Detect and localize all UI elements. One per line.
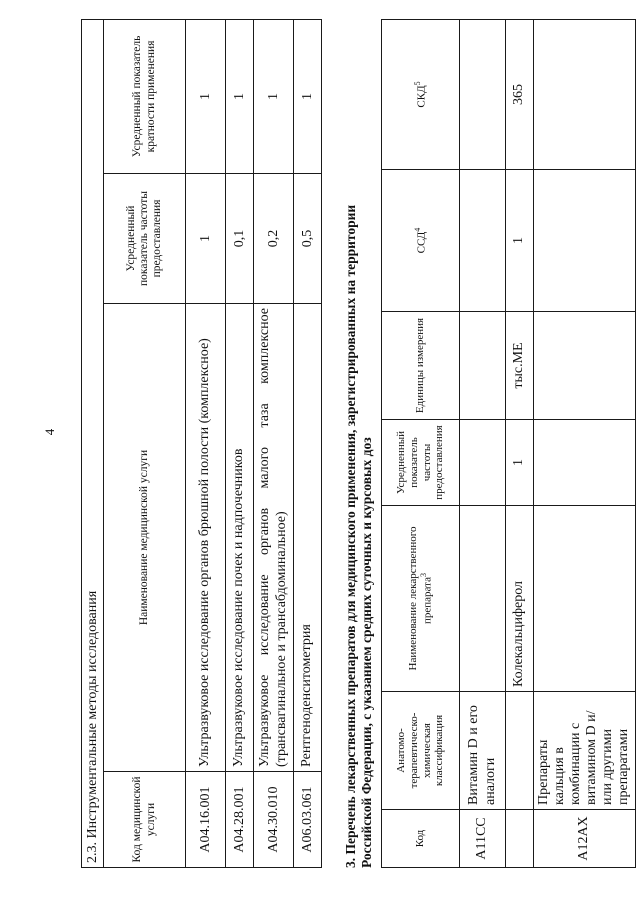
section-3-title-line1: 3. Перечень лекарственных препаратов для медицинского применения, зарегистрированных на территории <box>343 204 358 868</box>
service-name: Ультразвуковое исследование органов малого таза комплексное (трансвагинальное и трансабдоминальное) <box>254 304 294 772</box>
table-row <box>254 19 294 867</box>
service-code: A04.30.010 <box>254 772 294 868</box>
header-ssd: ССД$^4$ <box>382 170 460 312</box>
drug-code: A12AX <box>534 810 636 868</box>
drug-name: Колекальциферол <box>506 506 534 692</box>
drug-ssd <box>534 170 636 312</box>
drug-frequency <box>534 420 636 506</box>
table-row <box>534 20 636 868</box>
table-row <box>506 20 534 868</box>
service-multiplicity: 1 <box>186 19 226 173</box>
service-frequency: 1 <box>186 174 226 304</box>
service-frequency: 0,1 <box>226 174 254 304</box>
drugs-table <box>381 19 636 868</box>
service-name: Ультразвуковое исследование почек и надпочечников <box>226 304 254 772</box>
drug-skd: 365 <box>506 20 534 170</box>
footnote-3: 3 <box>419 573 429 578</box>
drug-skd <box>460 20 506 170</box>
header-frequency: Усредненный показатель частоты предоставления <box>104 174 186 304</box>
header-unit: Единицы измерения <box>382 312 460 420</box>
instrumental-methods-table <box>81 19 322 868</box>
header-multiplicity: Усредненный показатель кратности применения <box>104 19 186 173</box>
service-name: Рентгеноденситометрия <box>294 304 322 772</box>
header-service-code: Код медицинской услуги <box>104 772 186 868</box>
header-atc: Анатомо-терапевтическо-химическая классификация <box>382 692 460 810</box>
service-code: A04.16.001 <box>186 772 226 868</box>
section-2-3-title: 2.3. Инструментальные методы исследования <box>82 19 104 867</box>
header-code: Код <box>382 810 460 868</box>
drug-frequency <box>460 420 506 506</box>
drug-atc <box>506 692 534 810</box>
drug-unit: тыс.МЕ <box>506 312 534 420</box>
header-service-name: Наименование медицинской услуги <box>104 304 186 772</box>
drug-name <box>534 506 636 692</box>
drug-code: A11CC <box>460 810 506 868</box>
drug-ssd <box>460 170 506 312</box>
service-frequency: 0,2 <box>254 174 294 304</box>
table-row <box>460 20 506 868</box>
footnote-4: 4 <box>412 227 422 232</box>
drug-code <box>506 810 534 868</box>
drug-atc: Препараты кальция в комбинации с витамином D и/или другими препаратами <box>534 692 636 810</box>
service-multiplicity: 1 <box>294 19 322 173</box>
header-drug-name: Наименование лекарственного препарата$^3$ <box>382 506 460 692</box>
service-multiplicity: 1 <box>226 19 254 173</box>
section-3-heading <box>343 20 375 868</box>
drug-unit <box>460 312 506 420</box>
service-name: Ультразвуковое исследование органов брюшной полости (комплексное) <box>186 304 226 772</box>
section-3-title-line2: Российской Федерации, с указанием средних суточных и курсовых доз <box>359 437 375 868</box>
table-row <box>186 19 226 867</box>
drug-name <box>460 506 506 692</box>
drug-atc: Витамин D и его аналоги <box>460 692 506 810</box>
drug-unit <box>534 312 636 420</box>
drug-ssd: 1 <box>506 170 534 312</box>
service-multiplicity: 1 <box>254 19 294 173</box>
rotated-document <box>81 20 640 868</box>
service-frequency: 0,5 <box>294 174 322 304</box>
drug-skd <box>534 20 636 170</box>
table-row <box>294 19 322 867</box>
table-row <box>226 19 254 867</box>
service-code: A04.28.001 <box>226 772 254 868</box>
service-code: A06.03.061 <box>294 772 322 868</box>
footnote-5: 5 <box>412 81 422 86</box>
drug-frequency: 1 <box>506 420 534 506</box>
header-frequency: Усредненный показатель частоты предоставления <box>382 420 460 506</box>
header-skd: СКД$^5$ <box>382 20 460 170</box>
page-number: 4 <box>42 428 57 436</box>
